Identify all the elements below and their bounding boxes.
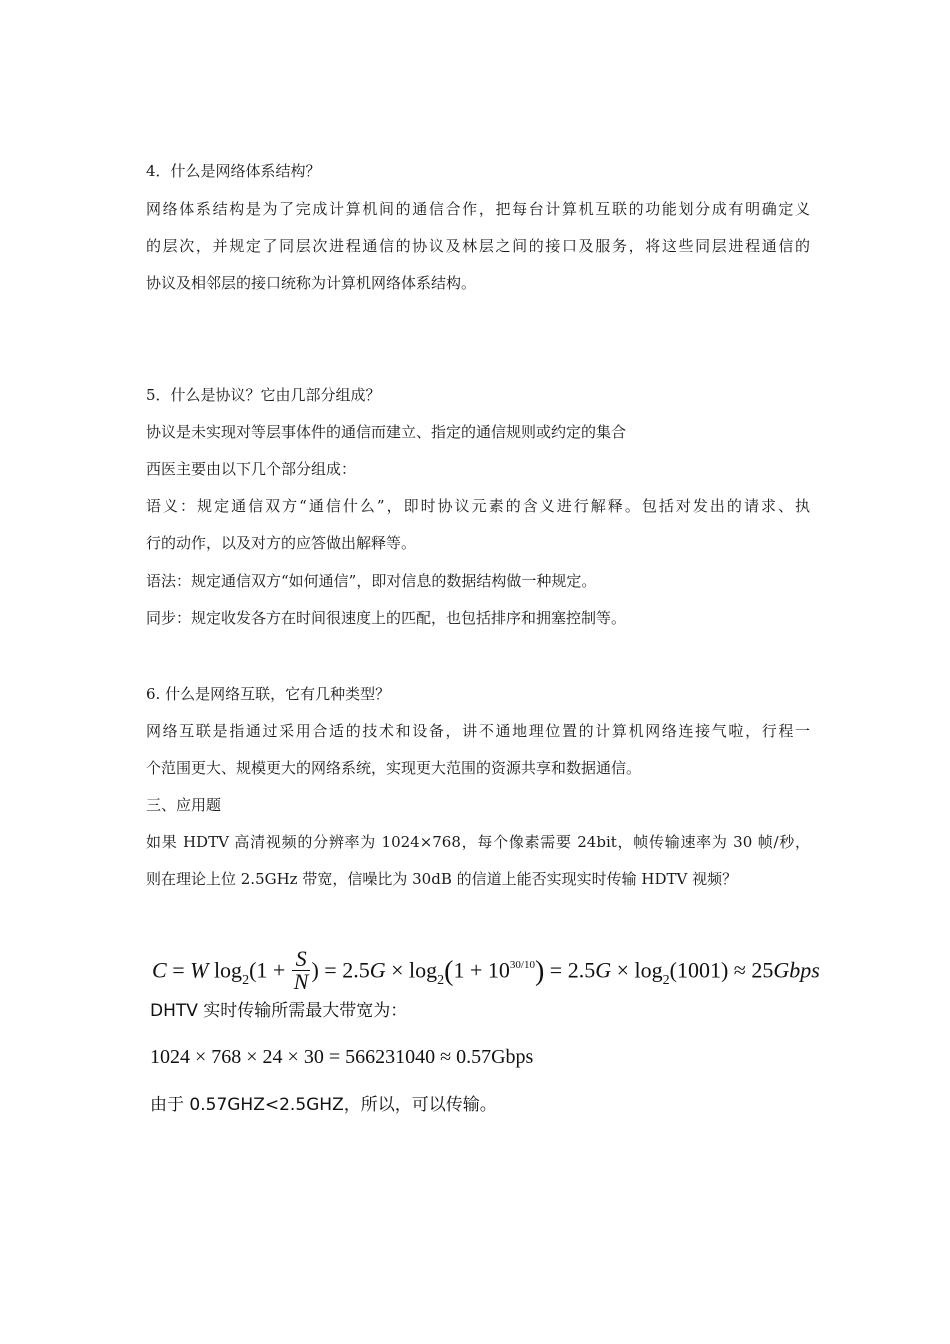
- q4-title: 4．什么是网络体系结构？: [146, 162, 321, 180]
- q5-line-3: 语义：规定通信双方“通信什么”，即时协议元素的含义进行解释。包括对发出的请求、执: [146, 497, 810, 515]
- q5-title: 5．什么是协议？它由几部分组成？: [146, 386, 381, 404]
- formula-base1: 2: [242, 972, 250, 988]
- formula-close2: ): [534, 955, 545, 987]
- formula-open1: (1 +: [249, 957, 291, 983]
- q5-line-1: 协议是未实现对等层事体件的通信而建立、指定的通信规则或约定的集合: [146, 423, 627, 441]
- q4-line-2: 的层次，并规定了同层次进程通信的协议及林层之间的接口及服务，将这些同层进程通信的: [146, 237, 810, 255]
- formula-conclusion: 由于 0.57GHZ<2.5GHZ，所以，可以传输。: [150, 1095, 497, 1115]
- formula-eq2: = 2.5: [544, 957, 596, 983]
- q4-line-3: 协议及相邻层的接口统称为计算机网络体系结构。: [146, 274, 477, 292]
- shannon-formula: [150, 936, 820, 996]
- q6-line-2: 个范围更大、规模更大的网络系统，实现更大范围的资源共享和数据通信。: [146, 759, 642, 777]
- q6-title: 6. 什么是网络互联，它有几种类型？: [146, 685, 391, 703]
- section3-title: 三、应用题: [146, 796, 222, 814]
- formula-g2: G: [595, 957, 612, 983]
- formula-arg: (1001) ≈ 25: [669, 957, 774, 983]
- formula-calc: 1024 × 768 × 24 × 30 = 566231040 ≈ 0.57Gbps: [150, 1046, 534, 1068]
- q4-line-1: 网络体系结构是为了完成计算机间的通信合作，把每台计算机互联的功能划分成有明确定义: [146, 200, 810, 218]
- q5-line-2: 西医主要由以下几个部分组成：: [146, 460, 357, 478]
- formula-w: W: [190, 957, 209, 983]
- formula-row: [152, 946, 820, 995]
- formula-s: S: [292, 948, 311, 971]
- formula-exponent: 30/10: [509, 958, 535, 971]
- q5-line-4: 行的动作，以及对方的应答做出解释等。: [146, 534, 417, 552]
- formula-fraction: [292, 948, 311, 993]
- formula-open2: (: [444, 955, 454, 987]
- formula-label: DHTV 实时传输所需最大带宽为：: [150, 1001, 408, 1021]
- formula-eq1: =: [166, 957, 191, 983]
- formula-n: N: [293, 969, 309, 994]
- formula-base3: 2: [662, 972, 670, 988]
- section3-line-1: 如果 HDTV 高清视频的分辨率为 1024×768，每个像素需要 24bit，帧传输速率为 30 帧/秒，: [146, 833, 810, 851]
- formula-unit: Gbps: [773, 957, 820, 983]
- formula-close1: ) = 2.5: [311, 957, 370, 983]
- formula-times1: × log: [385, 957, 438, 983]
- formula-log1: log: [208, 957, 243, 983]
- formula-g1: G: [369, 957, 386, 983]
- formula-one-plus: 1 + 10: [453, 957, 510, 983]
- formula-c: C: [152, 957, 167, 983]
- q5-line-6: 同步：规定收发各方在时间很速度上的匹配，也包括排序和拥塞控制等。: [146, 609, 627, 627]
- formula-base2: 2: [437, 972, 445, 988]
- q5-line-5: 语法：规定通信双方“如何通信”，即对信息的数据结构做一种规定。: [146, 572, 597, 590]
- formula-times2: × log: [611, 957, 663, 983]
- section3-line-2: 则在理论上位 2.5GHz 带宽，信噪比为 30dB 的信道上能否实现实时传输 HDTV 视频？: [146, 870, 738, 888]
- q6-line-1: 网络互联是指通过采用合适的技术和设备，讲不通地理位置的计算机网络连接气啦，行程一: [146, 722, 810, 740]
